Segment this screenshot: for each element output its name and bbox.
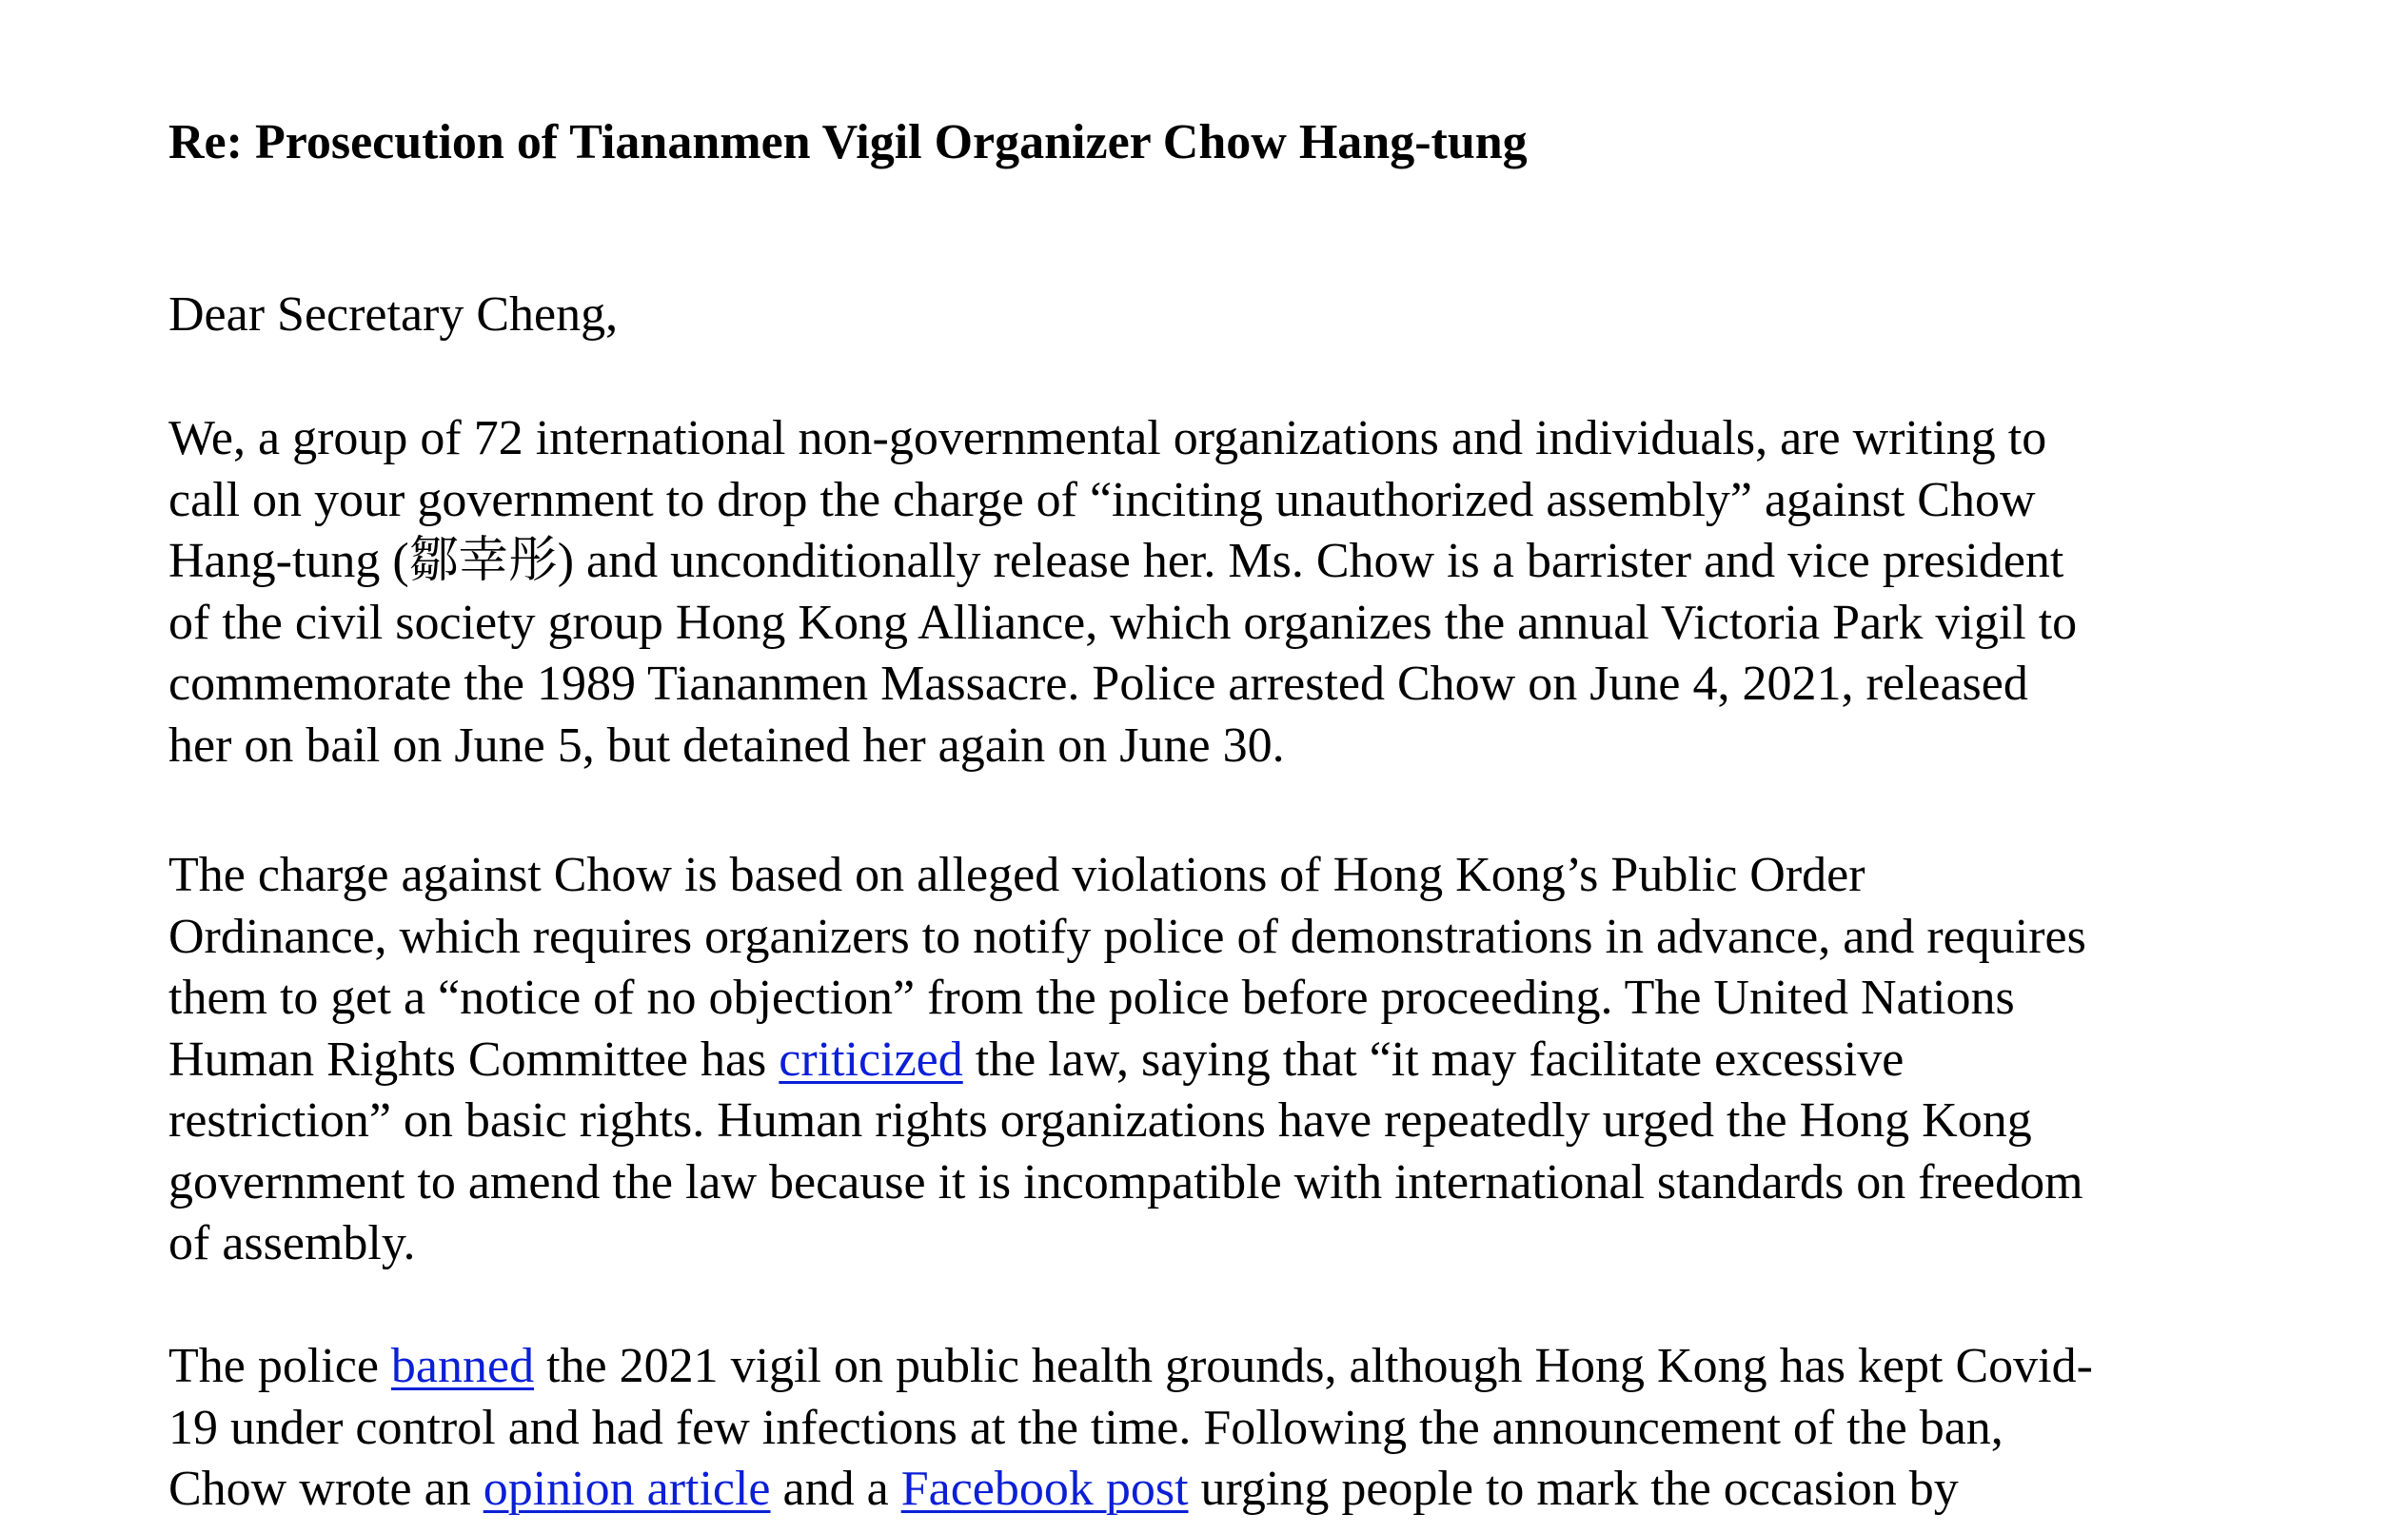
letter-heading: Re: Prosecution of Tiananmen Vigil Organizer Chow Hang-tung [168, 115, 1528, 169]
facebook-post-link[interactable]: Facebook post [900, 1462, 1189, 1516]
salutation: Dear Secretary Cheng, [168, 287, 619, 342]
text-line: restriction” on basic rights. Human rights organizations have repeatedly urged the Hong Kong [168, 1093, 2032, 1148]
text-segment: Chow wrote an [168, 1462, 484, 1516]
text-line: her on bail on June 5, but detained her again on June 30. [168, 718, 1285, 773]
text-line: of assembly. [168, 1216, 416, 1270]
text-line: Hang-tung (鄒幸彤) and unconditionally release her. Ms. Chow is a barrister and vice president [168, 534, 2064, 588]
text-segment: the law, saying that “it may facilitate excessive [962, 1032, 1905, 1087]
text-line: The charge against Chow is based on alleged violations of Hong Kong’s Public Order [168, 848, 1865, 902]
text-line: We, a group of 72 international non-governmental organizations and individuals, are writing to [168, 411, 2047, 465]
text-line: of the civil society group Hong Kong Alliance, which organizes the annual Victoria Park vigil to [168, 595, 2078, 650]
paragraph-charge [168, 845, 2086, 1275]
text-line: them to get a “notice of no objection” from the police before proceeding. The United Nations [168, 971, 2015, 1025]
paragraph-ban [168, 1336, 2093, 1521]
text-line: 19 under control and had few infections at the time. Following the announcement of the ban, [168, 1400, 2003, 1455]
criticized-link[interactable]: criticized [779, 1032, 963, 1087]
paragraph-intro [168, 408, 2077, 777]
banned-link[interactable]: banned [390, 1339, 535, 1393]
text-line: government to amend the law because it is incompatible with international standards on freedom [168, 1154, 2083, 1210]
text-segment: The police [168, 1339, 391, 1393]
text-line: call on your government to drop the charge of “inciting unauthorized assembly” against Chow [168, 472, 2036, 527]
text-segment: the 2021 vigil on public health grounds, although Hong Kong has kept Covid- [534, 1339, 2093, 1393]
text-line-with-links [168, 1459, 2093, 1521]
text-line: Ordinance, which requires organizers to notify police of demonstrations in advance, and requires [168, 909, 2086, 964]
text-line: commemorate the 1989 Tiananmen Massacre. Police arrested Chow on June 4, 2021, released [168, 657, 2028, 711]
text-segment: and a [770, 1462, 901, 1516]
opinion-article-link[interactable]: opinion article [483, 1462, 771, 1516]
text-segment: Human Rights Committee has [168, 1032, 780, 1087]
text-line-with-link [168, 1336, 2093, 1398]
text-line-with-link [168, 1030, 2086, 1092]
text-segment: urging people to mark the occasion by [1188, 1462, 1959, 1516]
